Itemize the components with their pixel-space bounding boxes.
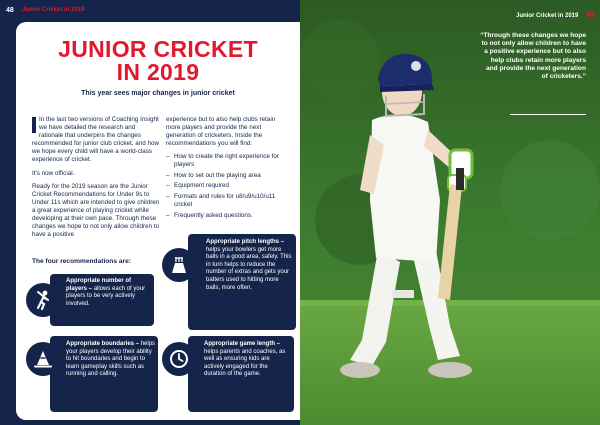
recommendation-body: helps your players develop their ability to hit boundaries and begin to learn gameplay skills such as running and calling. bbox=[66, 341, 156, 378]
recommendation-card-players bbox=[24, 272, 156, 332]
headline-line-1: JUNIOR CRICKET bbox=[58, 36, 258, 62]
list-item: – Formats and rules for u8/u9/u10/u11 cricket bbox=[166, 193, 288, 209]
cricket-pitch-stumps-icon bbox=[162, 248, 196, 282]
headline bbox=[16, 38, 300, 84]
list-item: – Frequently asked questions. bbox=[166, 212, 288, 220]
pull-quote: “Through these changes we hope to not only allow children to have a positive experience but to also help clubs retain more players and provide the next generation of cricketers.” bbox=[480, 32, 586, 81]
recommendation-card-pitch bbox=[160, 234, 296, 330]
intro-paragraph: In the last two versions of Coaching Insight we have detailed the research and rationale that underpins the changes recommended for junior club cricket, and how we hope every child will have a world-class experience of cricket. bbox=[32, 116, 160, 164]
recommendation-card-game-length bbox=[160, 336, 296, 412]
left-page-header bbox=[0, 0, 300, 22]
headline-line-2: IN 2019 bbox=[116, 59, 200, 85]
recommendation-body: helps parents and coaches, as well as ensuring kids are actively engaged for the duration of the game. bbox=[204, 348, 286, 378]
page-number-right: 49 bbox=[586, 12, 594, 19]
recommendation-card-boundaries bbox=[24, 336, 160, 412]
intro-paragraph: Ready for the 2019 season are the Junior Cricket Recommendations for Under 9s to Under 11s which are intended to give children a great experience of playing cricket while developing at their own pace. Through these changes we hope to not only allow children to have a positive bbox=[32, 182, 160, 239]
article-panel bbox=[16, 22, 300, 420]
recommendation-text bbox=[204, 341, 290, 379]
recommendation-title: Appropriate game length – bbox=[204, 341, 281, 347]
boundary-cone-icon bbox=[26, 342, 60, 376]
right-page bbox=[300, 0, 600, 425]
cricket-batter-icon bbox=[26, 283, 60, 317]
recommendations-title: The four recommendations are: bbox=[32, 258, 131, 265]
running-title-left: Junior Cricket in 2019 bbox=[22, 7, 85, 13]
intro-paragraph: It's now official. bbox=[32, 169, 75, 177]
running-title-right: Junior Cricket in 2019 bbox=[516, 13, 579, 19]
list-item: – Equipment required bbox=[166, 182, 288, 190]
recommendation-title: Appropriate number of players – bbox=[66, 278, 132, 292]
recommendation-contents-list bbox=[166, 153, 288, 219]
recommendation-title: Appropriate pitch lengths – bbox=[206, 239, 285, 245]
clock-icon bbox=[162, 342, 196, 376]
article-column-left bbox=[32, 116, 160, 244]
article-column-right bbox=[166, 116, 288, 222]
pull-quote-divider bbox=[510, 114, 586, 115]
recommendation-text bbox=[66, 341, 156, 379]
dropcap-bar bbox=[32, 117, 36, 133]
continued-paragraph: experience but to also help clubs retain more players and provide the next generation of cricketers. Inside the recommendations you will find: bbox=[166, 116, 276, 148]
list-item: – How to create the right experience for players bbox=[166, 153, 288, 169]
recommendation-title: Appropriate boundaries – bbox=[66, 341, 140, 347]
recommendation-body: helps your bowlers get more balls in a good area, safely. This in turn helps to reduce the number of extras and gets your batters used to hitting more balls, more often. bbox=[206, 246, 292, 291]
recommendation-text bbox=[66, 278, 150, 308]
page-number-left: 48 bbox=[6, 7, 14, 14]
subheadline: This year sees major changes in junior cricket bbox=[81, 90, 235, 97]
recommendation-body: allows each of your players to be very actively involved. bbox=[66, 285, 146, 307]
list-item: – How to set out the playing area bbox=[166, 172, 288, 180]
recommendation-text bbox=[206, 239, 292, 292]
